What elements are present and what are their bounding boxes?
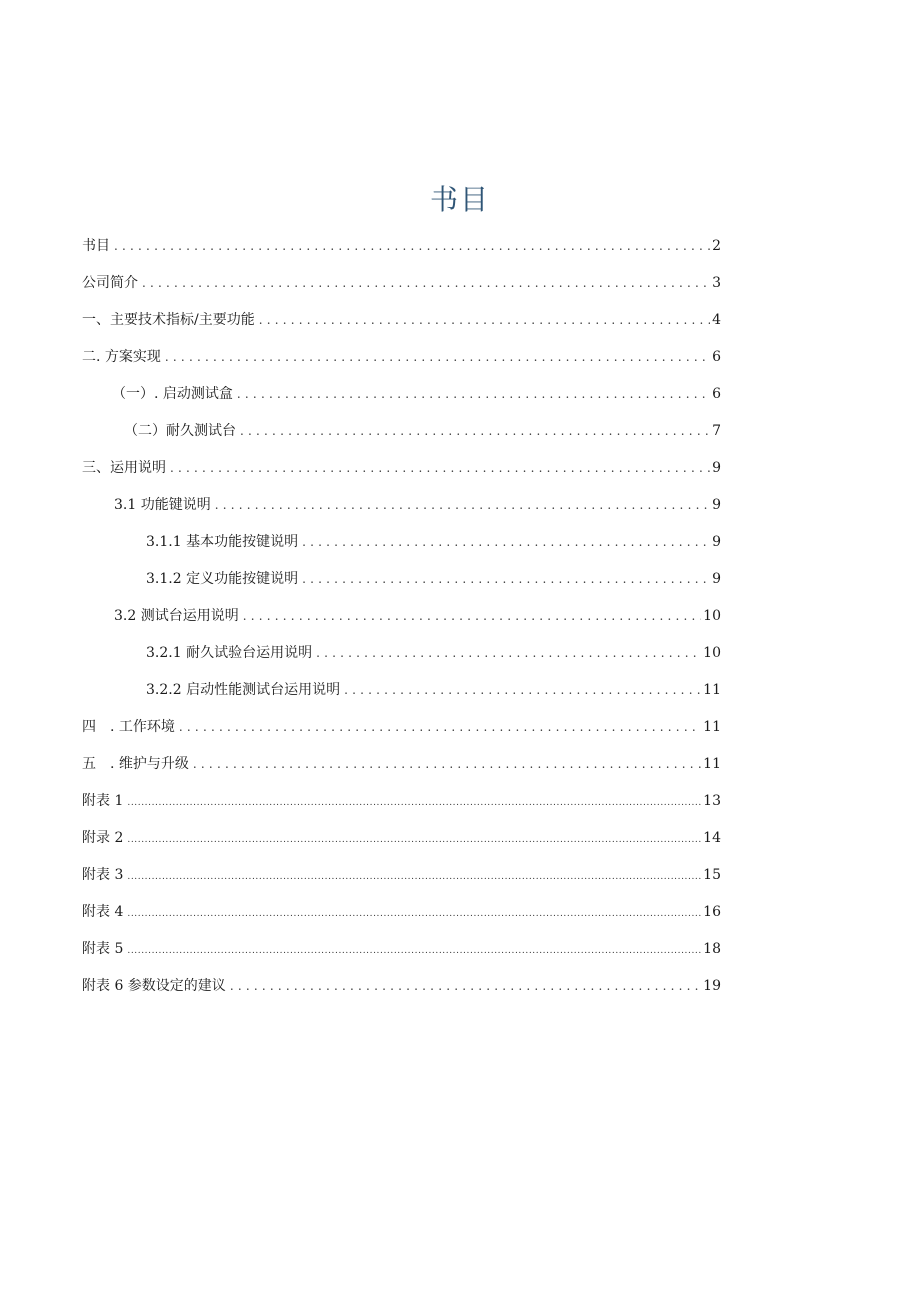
toc-entry[interactable] [82, 235, 721, 257]
toc-entry[interactable] [82, 457, 721, 479]
dot-leader [193, 753, 701, 775]
toc-entry[interactable] [82, 975, 721, 997]
toc-entry-label: 三、运用说明 [82, 460, 166, 476]
toc-entry-page: 11 [703, 719, 721, 735]
toc-entry[interactable] [114, 494, 721, 516]
toc-entry-page: 14 [703, 830, 721, 846]
toc-entry-label: 3.1.2 定义功能按键说明 [146, 571, 299, 587]
toc-entry[interactable] [82, 864, 721, 886]
toc-entry-page: 16 [703, 904, 721, 920]
toc-entry-label: 附录 2 [82, 830, 124, 846]
toc-title: 书目 [429, 183, 490, 216]
dot-leader [127, 940, 701, 962]
dot-leader [127, 903, 701, 925]
toc-entry-label: 附表 4 [82, 904, 124, 920]
toc-entry[interactable] [82, 938, 721, 960]
toc-entry-page: 13 [703, 793, 721, 809]
toc-entry[interactable] [146, 642, 721, 664]
dot-leader [127, 829, 701, 851]
toc-entry-page: 6 [712, 349, 721, 365]
toc-entry-page: 11 [703, 682, 721, 698]
toc-entry-page: 2 [712, 238, 721, 254]
dot-leader [142, 272, 710, 294]
toc-entry[interactable] [82, 827, 721, 849]
toc-entry-label: 3.1.1 基本功能按键说明 [146, 534, 299, 550]
toc-entry-label: 3.1 功能键说明 [114, 497, 211, 513]
toc-entry[interactable] [124, 420, 721, 442]
toc-entry[interactable] [114, 605, 721, 627]
toc-entry[interactable] [146, 568, 721, 590]
toc-entry-label: 书目 [82, 238, 110, 254]
toc-entry-page: 10 [703, 608, 721, 624]
toc-entry-label: 附表 1 [82, 793, 124, 809]
toc-entry-page: 3 [712, 275, 721, 291]
toc-entry-label: 一、主要技术指标/主要功能 [82, 312, 255, 328]
dot-leader [127, 866, 701, 888]
toc-entry-label: 附表 5 [82, 941, 124, 957]
dot-leader [179, 716, 701, 738]
dot-leader [165, 346, 710, 368]
toc-entry[interactable] [82, 753, 721, 775]
toc-entry-label: 公司简介 [82, 275, 138, 291]
toc-entry[interactable] [146, 679, 721, 701]
toc-entry[interactable] [146, 531, 721, 553]
toc-entry[interactable] [82, 272, 721, 294]
toc-entry-page: 6 [712, 386, 721, 402]
toc-entry[interactable] [82, 790, 721, 812]
toc-entry-page: 10 [703, 645, 721, 661]
toc-entry-page: 7 [712, 423, 721, 439]
toc-entry-page: 18 [703, 941, 721, 957]
toc-entry[interactable] [82, 716, 721, 738]
dot-leader [127, 792, 701, 814]
toc-entry-page: 19 [703, 978, 721, 994]
toc-entry-label: 附表 6 参数设定的建议 [82, 978, 226, 994]
dot-leader [302, 568, 710, 590]
toc-entry-page: 11 [703, 756, 721, 772]
toc-entry-page: 9 [712, 534, 721, 550]
dot-leader [259, 309, 710, 331]
toc-entry-page: 4 [712, 312, 721, 328]
dot-leader [114, 235, 710, 257]
toc-entry-page: 15 [703, 867, 721, 883]
toc-entry-label: 四 . 工作环境 [82, 719, 175, 735]
toc-entry[interactable] [112, 383, 721, 405]
toc-entry[interactable] [82, 346, 721, 368]
toc-entry-label: 二. 方案实现 [82, 349, 161, 365]
dot-leader [170, 457, 710, 479]
toc-entry[interactable] [82, 309, 721, 331]
toc-entry-page: 9 [712, 497, 721, 513]
toc-entry-label: 3.2.1 耐久试验台运用说明 [146, 645, 313, 661]
toc-entry-page: 9 [712, 460, 721, 476]
toc-entry-label: 五 . 维护与升级 [82, 756, 189, 772]
dot-leader [316, 642, 701, 664]
toc-entry-label: 3.2.2 启动性能测试台运用说明 [146, 682, 341, 698]
dot-leader [240, 420, 710, 442]
dot-leader [344, 679, 701, 701]
toc-entry-label: 3.2 测试台运用说明 [114, 608, 239, 624]
dot-leader [230, 975, 701, 997]
toc-entry-label: 附表 3 [82, 867, 124, 883]
dot-leader [237, 383, 710, 405]
toc-entry-label: （一）. 启动测试盒 [112, 386, 233, 402]
dot-leader [302, 531, 710, 553]
toc-entry-label: （二）耐久测试台 [124, 423, 236, 439]
toc-entry-page: 9 [712, 571, 721, 587]
toc-entry[interactable] [82, 901, 721, 923]
dot-leader [243, 605, 701, 627]
dot-leader [215, 494, 710, 516]
